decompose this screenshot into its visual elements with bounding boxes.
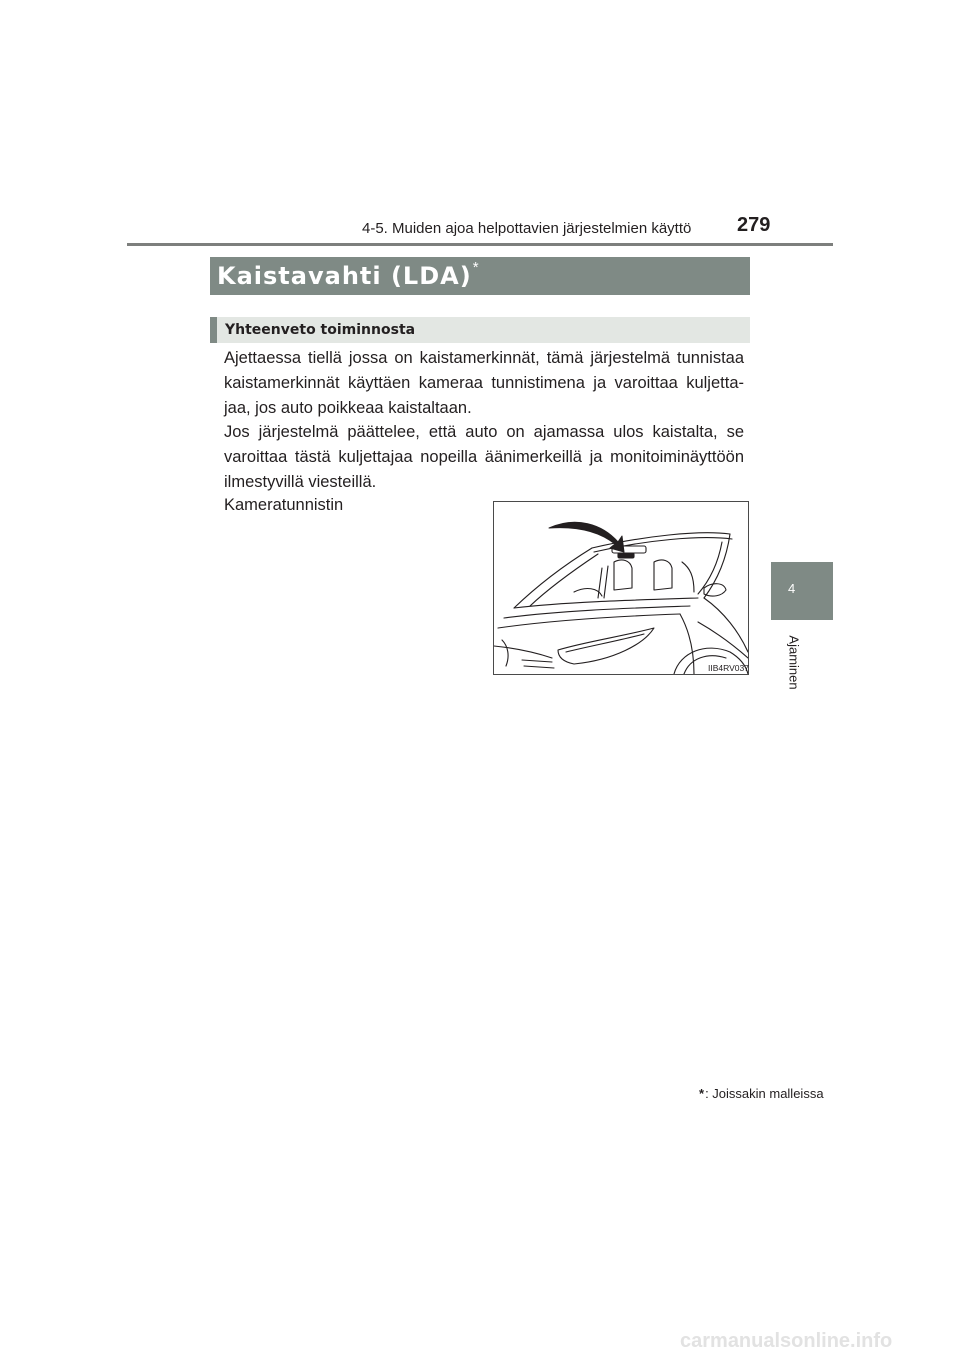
- footnote-marker: *: [699, 1086, 705, 1101]
- chapter-tab[interactable]: [771, 562, 833, 620]
- watermark: carmanualsonline.info: [680, 1330, 893, 1352]
- chapter-tab-number: 4: [788, 581, 796, 596]
- figure-code: IIB4RV037: [708, 663, 749, 673]
- camera-sensor-illustration: [493, 501, 749, 675]
- footnote: [699, 1086, 824, 1101]
- subsection-banner: [210, 317, 750, 343]
- car-windshield-drawing: [494, 502, 748, 674]
- chapter-title: 4-5. Muiden ajoa helpottavien järjestelmien käyttö: [362, 220, 692, 237]
- footnote-text: : Joissakin malleissa: [705, 1086, 824, 1101]
- chapter-tab-label: Ajaminen: [786, 634, 802, 690]
- paragraph-1: Ajettaessa tiellä jossa on kaistamerkinnät, tämä järjestelmä tunnistaa kaistamerkinnät käyttäen kameraa tunnistimena ja varoittaa kuljetta-jaa, jos auto poikkeaa kaistaltaan.: [224, 349, 744, 417]
- section-asterisk: *: [472, 258, 479, 276]
- section-banner: [210, 257, 750, 295]
- figure-label: Kameratunnistin: [224, 496, 344, 514]
- header-rule: [127, 243, 833, 246]
- page-number: 279: [737, 214, 771, 236]
- chapter-tab-label-box: [780, 622, 808, 702]
- paragraph-2: Jos järjestelmä päättelee, että auto on ajamassa ulos kaistalta, se varoittaa tästä kuljettajaa nopeilla äänimerkeillä ja monitoiminäyttöön ilmestyvillä viesteillä.: [224, 423, 744, 491]
- section-title: Kaistavahti (LDA): [217, 262, 472, 290]
- subsection-title: Yhteenveto toiminnosta: [225, 322, 416, 338]
